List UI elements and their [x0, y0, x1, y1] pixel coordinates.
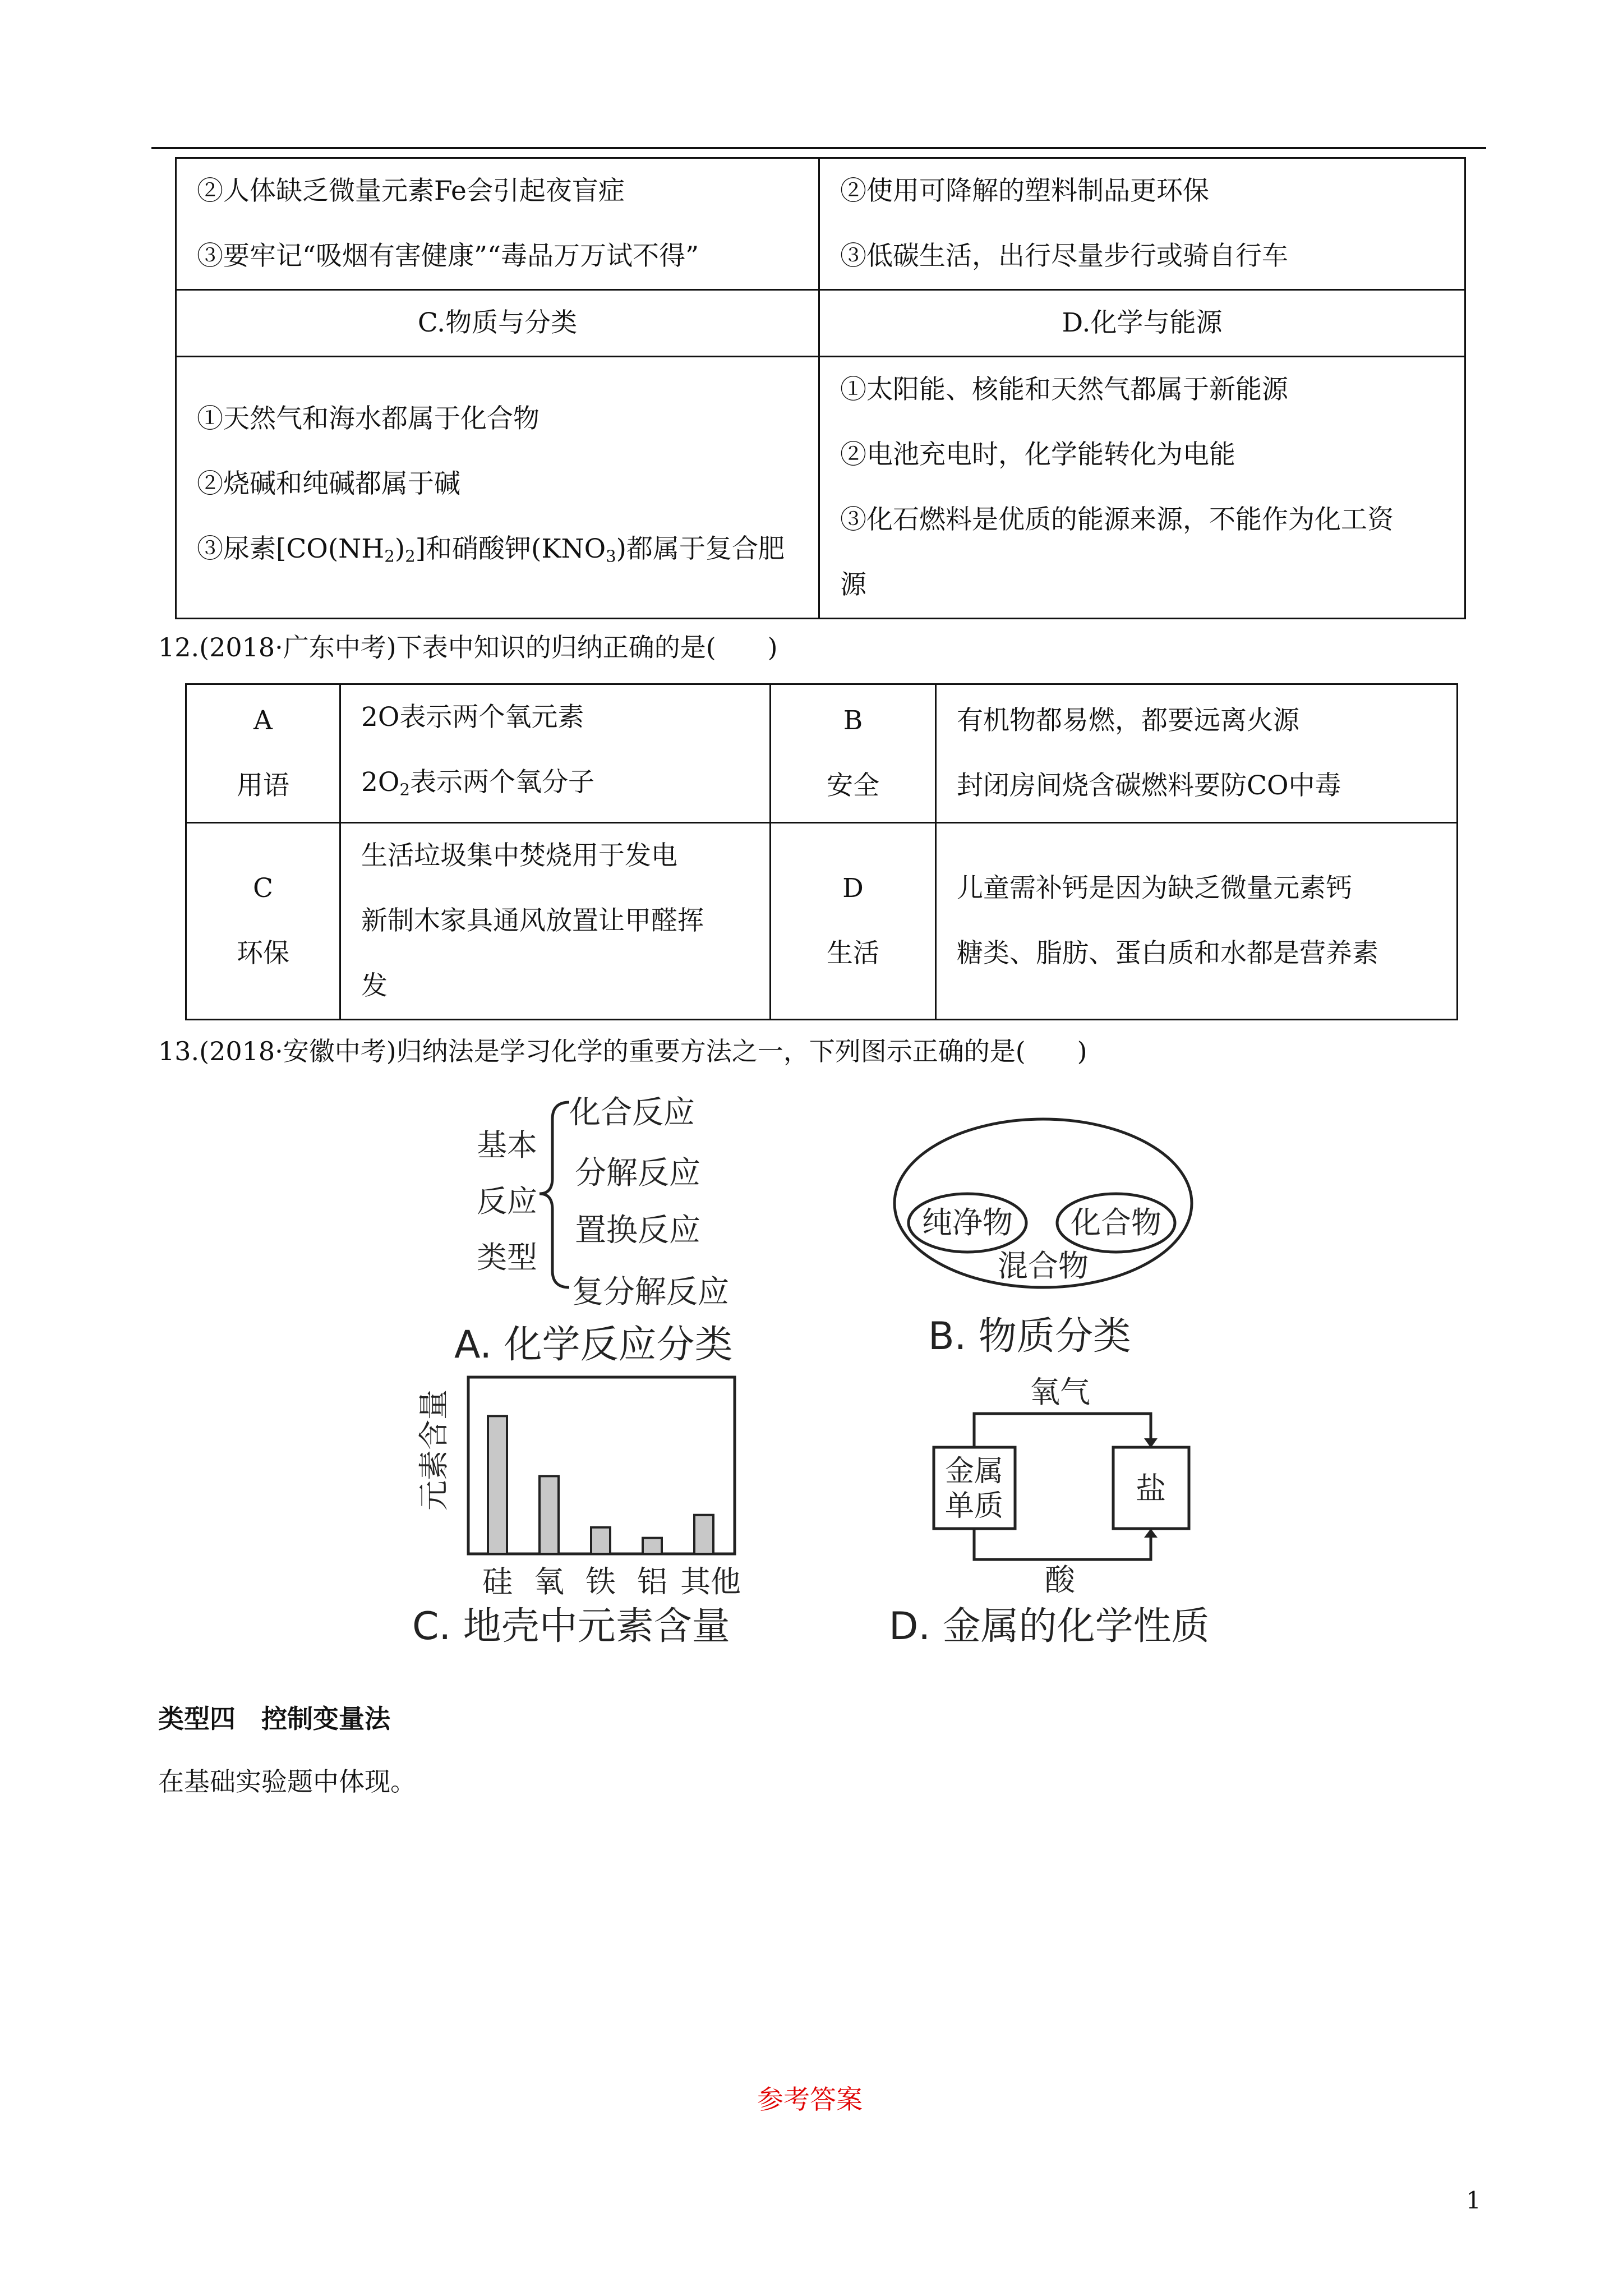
question-13-stem: 13.(2018·安徽中考)归纳法是学习化学的重要方法之一，下列图示正确的是( )	[158, 1036, 1087, 1066]
bar-3	[643, 1538, 662, 1554]
option-c-key: C 环保	[186, 823, 340, 1020]
cell-line: ③化石燃料是优质的能源来源，不能作为化工资	[840, 504, 1394, 535]
figure-d-caption: D. 金属的化学性质	[889, 1604, 1210, 1649]
x-tick-label: 铁	[585, 1564, 616, 1599]
cell-line: ②烧碱和纯碱都属于碱	[197, 468, 460, 499]
bars-group	[488, 1416, 713, 1554]
inner-label-compound: 化合物	[1071, 1205, 1161, 1240]
section-4-heading: 类型四 控制变量法	[158, 1704, 390, 1734]
bar-1	[540, 1476, 559, 1554]
cell-line: ②使用可降解的塑料制品更环保	[840, 176, 1209, 206]
x-tick-label: 其他	[680, 1564, 741, 1599]
cell-line: ②人体缺乏微量元素Fe会引起夜盲症	[197, 176, 625, 206]
figure-a-item: 复分解反应	[572, 1274, 729, 1310]
header-rule	[151, 147, 1486, 149]
category-c-heading: C.物质与分类	[176, 290, 819, 357]
inner-label-pure: 纯净物	[922, 1205, 1013, 1240]
figure-a-item: 置换反应	[575, 1212, 700, 1249]
figure-c-crust-elements-chart	[404, 1369, 808, 1660]
cell-line: ③尿素$[CO(NH_2)_2]$和硝酸钾$(KNO_3)$都属于复合肥	[197, 533, 785, 566]
bar-2	[591, 1527, 610, 1554]
bar-0	[488, 1416, 507, 1554]
figure-b-matter-classification	[875, 1105, 1234, 1369]
answer-key-title: 参考答案	[757, 2085, 863, 2115]
bar-4	[694, 1515, 713, 1554]
table-cell	[176, 357, 819, 619]
figure-b-caption: B. 物质分类	[928, 1314, 1131, 1359]
cell-line: ①天然气和海水都属于化合物	[197, 403, 540, 434]
table-row	[186, 823, 1458, 1020]
table-cell	[819, 357, 1465, 619]
option-c-content: 生活垃圾集中焚烧用于发电 新制木家具通风放置让甲醛挥 发	[340, 823, 771, 1020]
figure-d-metal-properties	[880, 1369, 1262, 1660]
figure-a-left-label: 基本	[477, 1128, 537, 1163]
cell-line: ②电池充电时，化学能转化为电能	[840, 439, 1235, 470]
option-a-content: 2O表示两个氧元素 $2O_2$表示两个氧分子	[340, 684, 771, 823]
option-d-key: D 生活	[771, 823, 936, 1020]
figure-a-caption: A. 化学反应分类	[454, 1323, 733, 1367]
table-cell	[176, 158, 819, 290]
figure-a-reaction-types	[437, 1077, 796, 1369]
arrow-label-oxygen: 氧气	[1030, 1374, 1090, 1410]
option-b-content: 有机物都易燃，都要远离火源 封闭房间烧含碳燃料要防CO中毒	[936, 684, 1458, 823]
box-metal-label: 金属	[944, 1455, 1004, 1488]
tick-labels-group	[482, 1564, 741, 1599]
figure-a-item: 分解反应	[575, 1155, 700, 1191]
figure-a-item: 化合反应	[569, 1094, 695, 1131]
option-d-content: 儿童需补钙是因为缺乏微量元素钙 糖类、脂肪、蛋白质和水都是营养素	[936, 823, 1458, 1020]
figure-c-caption: C. 地壳中元素含量	[412, 1604, 730, 1649]
table-row	[176, 158, 1465, 290]
cell-line: ③要牢记“吸烟有害健康”“毒品万万试不得”	[197, 241, 699, 272]
table-row	[176, 290, 1465, 357]
table-row	[176, 357, 1465, 619]
top-arrow-line	[974, 1414, 1151, 1447]
page-number: 1	[1466, 2187, 1481, 2214]
curly-brace-icon	[540, 1102, 569, 1287]
figure-a-left-label: 类型	[477, 1240, 537, 1275]
cell-line: ③低碳生活，出行尽量步行或骑自行车	[840, 241, 1288, 272]
option-b-key: B 安全	[771, 684, 936, 823]
category-d-heading: D.化学与能源	[819, 290, 1465, 357]
table-row	[186, 684, 1458, 823]
knowledge-table-1	[175, 157, 1466, 619]
question-12-stem: 12.(2018·广东中考)下表中知识的归纳正确的是( )	[158, 632, 778, 662]
knowledge-table-12	[185, 683, 1458, 1020]
section-4-text: 在基础实验题中体现。	[158, 1766, 416, 1797]
x-tick-label: 硅	[482, 1564, 513, 1599]
arrow-label-acid: 酸	[1045, 1562, 1075, 1598]
bottom-arrow-line	[974, 1529, 1151, 1559]
option-a-key: A 用语	[186, 684, 340, 823]
cell-line: 源	[840, 569, 866, 600]
table-cell	[819, 158, 1465, 290]
cell-line: ①太阳能、核能和天然气都属于新能源	[840, 374, 1288, 405]
y-axis-label: 元素含量	[416, 1389, 451, 1511]
x-tick-label: 铝	[637, 1564, 667, 1599]
box-metal-label: 单质	[944, 1489, 1004, 1523]
x-tick-label: 氧	[534, 1564, 564, 1599]
box-salt-label: 盐	[1136, 1471, 1166, 1506]
outer-label-mixture: 混合物	[998, 1248, 1089, 1283]
figure-a-left-label: 反应	[477, 1184, 537, 1219]
